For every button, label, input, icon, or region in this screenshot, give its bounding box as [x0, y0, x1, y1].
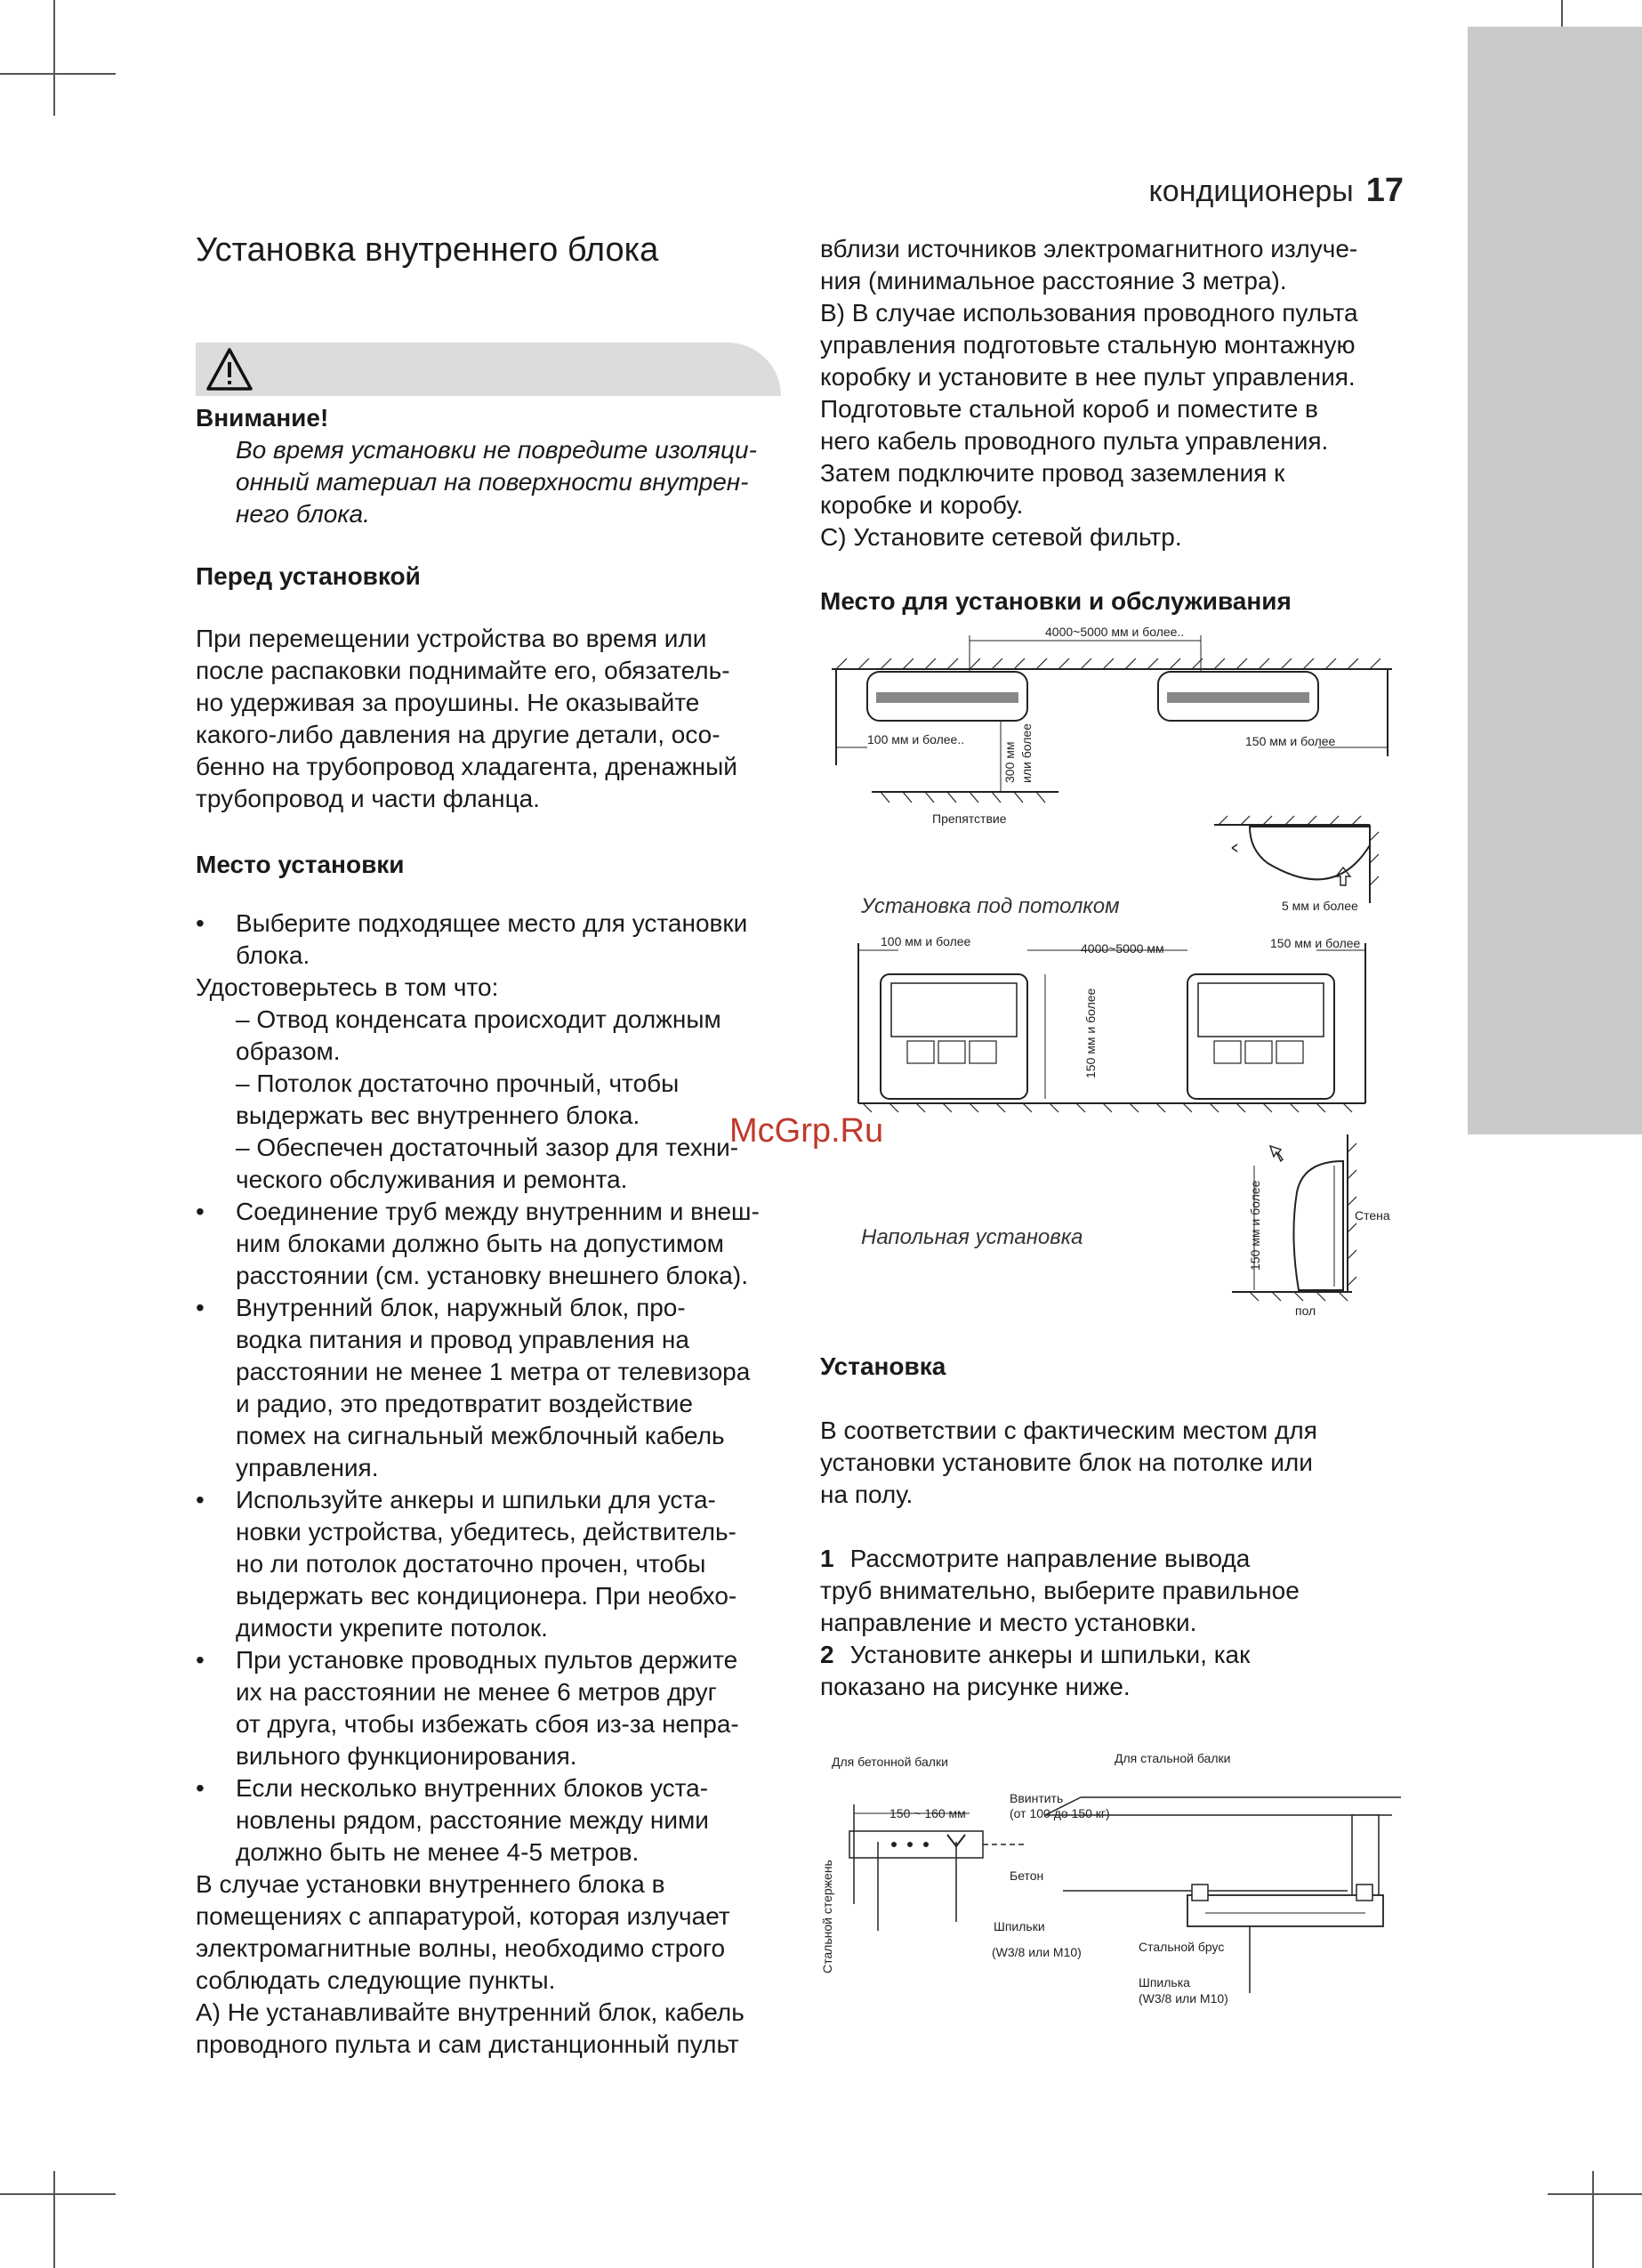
floor-label: пол	[1295, 1303, 1316, 1318]
text-line: B) В случае использования проводного пульта	[820, 299, 1358, 327]
steel-rod-label: Стальной стержень	[820, 1860, 834, 1973]
text-line: димости укрепите потолок.	[236, 1614, 548, 1642]
dim-label: 4000~5000 мм и более..	[1045, 625, 1185, 639]
location-heading: Место установки	[196, 851, 405, 878]
text-line: выдержать вес кондиционера. При необхо-	[236, 1582, 737, 1610]
text-line: показано на рисунке ниже.	[820, 1673, 1131, 1700]
text-line: него кабель проводного пульта управления.	[820, 427, 1329, 455]
step-line	[820, 1543, 1443, 1575]
front-clearance-diagram	[854, 934, 1370, 1112]
text-line: направление и место установки.	[820, 1609, 1197, 1636]
text-line: – Отвод конденсата происходит должным	[236, 1005, 721, 1033]
page-title: Установка внутреннего блока	[196, 231, 659, 269]
step-line	[820, 1639, 1443, 1671]
text-line: ним блоками должно быть на допустимом	[236, 1230, 724, 1257]
text-line: • Внутренний блок, наружный блок, про-	[236, 1294, 686, 1321]
warning-icon	[205, 346, 254, 392]
watermark: McGrp.Ru	[729, 1112, 884, 1150]
text-line: расстоянии не менее 1 метра от телевизора	[236, 1358, 751, 1385]
step-number: 2	[820, 1641, 834, 1668]
text-line: выдержать вес внутреннего блока.	[236, 1102, 640, 1129]
step-number: 1	[820, 1545, 834, 1572]
location-list	[196, 908, 783, 2061]
side-tab	[1468, 27, 1642, 1134]
text-line: управления подготовьте стальную монтажную	[820, 331, 1356, 359]
concrete-label: Бетон	[1010, 1868, 1044, 1883]
list-item	[196, 1772, 783, 1868]
ensure-items	[196, 1004, 783, 1196]
right-column-top	[820, 233, 1425, 617]
text-line: – Обеспечен достаточный зазор для техни-	[236, 1134, 739, 1161]
concrete-beam-title: Для бетонной балки	[832, 1755, 948, 1769]
dim-label: 150 мм и более	[1083, 988, 1098, 1078]
install-heading: Установка	[820, 1352, 946, 1380]
dim-label: 150 ~ 160 мм	[889, 1806, 966, 1820]
text-line: вблизи источников электромагнитного излуче-	[820, 235, 1358, 262]
crop-mark	[0, 73, 116, 75]
left-column	[196, 402, 783, 2061]
text-line: трубопровод и части фланца.	[196, 785, 540, 812]
text-line: При перемещении устройства во время или	[196, 625, 707, 652]
page-number: 17	[1365, 172, 1404, 209]
text-line: C) Установите сетевой фильтр.	[820, 523, 1182, 551]
text-line: Рассмотрите направление вывода	[849, 1545, 1251, 1572]
install-section	[820, 1351, 1443, 1703]
text-line: ния (минимальное расстояние 3 метра).	[820, 267, 1287, 295]
warning-line: него блока.	[236, 500, 370, 528]
text-line: помещениях с аппаратурой, которая излучает	[196, 1902, 730, 1930]
screw-range-label: (от 100 до 150 кг)	[1010, 1806, 1110, 1820]
dim-label: или более	[1019, 723, 1034, 783]
warning-bar	[196, 343, 781, 396]
text-line: • Если несколько внутренних блоков уста-	[236, 1774, 709, 1802]
text-line: их на расстоянии не менее 6 метров друг	[236, 1678, 717, 1706]
floor-caption: Напольная установка	[861, 1225, 1083, 1249]
crop-mark	[1548, 2193, 1642, 2195]
text-line: проводного пульта и сам дистанционный пульт	[196, 2030, 739, 2058]
screw-label: Ввинтить	[1010, 1791, 1064, 1805]
text-line: управления.	[236, 1454, 379, 1481]
text-line: коробке и коробу.	[820, 491, 1024, 519]
studs-spec-label: (W3/8 или M10)	[992, 1945, 1082, 1959]
warning-line: Во время установки не повредите изоляци-	[236, 436, 757, 464]
crop-mark	[0, 2193, 116, 2195]
warning-heading: Внимание!	[196, 404, 329, 432]
text-line: – Потолок достаточно прочный, чтобы	[236, 1069, 680, 1097]
stud-spec-label: (W3/8 или M10)	[1139, 1991, 1228, 2006]
text-line: коробку и установите в нее пульт управления.	[820, 363, 1356, 391]
text-line: вильного функционирования.	[236, 1742, 577, 1770]
text-line: • Используйте анкеры и шпильки для уста-	[236, 1486, 716, 1513]
page-header	[1149, 172, 1404, 210]
section-title: кондиционеры	[1148, 174, 1354, 208]
side-clearance-diagram	[1201, 814, 1405, 912]
ceiling-clearance-diagram	[827, 623, 1397, 827]
warning-line: онный материал на поверхности внутрен-	[236, 468, 749, 496]
text-line: Затем подключите провод заземления к	[820, 459, 1285, 487]
crop-mark	[53, 2171, 55, 2268]
dim-label: 5 мм и более	[1282, 899, 1358, 913]
dim-label: 150 мм и более	[1245, 734, 1336, 748]
text-line: но ли потолок достаточно прочен, чтобы	[236, 1550, 706, 1578]
dim-label: 100 мм и более..	[867, 732, 965, 747]
text-line: на полу.	[820, 1481, 914, 1508]
ceiling-caption: Установка под потолком	[861, 894, 1120, 918]
list-item	[196, 908, 783, 972]
text-line: помех на сигнальный межблочный кабель	[236, 1422, 725, 1449]
dim-label: 100 мм и более	[881, 934, 971, 948]
stud-label: Шпилька	[1139, 1975, 1190, 1990]
text-line: какого-либо давления на другие детали, осо-	[196, 721, 720, 748]
text-line: новлены рядом, расстояние между ними	[236, 1806, 709, 1834]
text-line: • Соединение труб между внутренним и внеш-	[236, 1198, 760, 1225]
install-intro	[820, 1415, 1443, 1511]
text-line: после распаковки поднимайте его, обязатель-	[196, 657, 730, 684]
dim-label: 300 мм	[1002, 741, 1017, 783]
obstacle-label: Препятствие	[932, 811, 1007, 826]
before-install-text	[196, 623, 783, 815]
dim-label: 150 мм и более	[1270, 936, 1361, 950]
text-line: новки устройства, убедитесь, действитель-	[236, 1518, 736, 1546]
text-line: расстоянии (см. установку внешнего блока).	[236, 1262, 748, 1289]
text-line: должно быть не менее 4-5 метров.	[236, 1838, 640, 1866]
text-line: • Выберите подходящее место для установки	[236, 909, 748, 937]
text-line: труб внимательно, выберите правильное	[820, 1577, 1300, 1604]
wall-label: Стена	[1355, 1208, 1390, 1223]
text-line: Установите анкеры и шпильки, как	[849, 1641, 1251, 1668]
text-line: установки установите блок на потолке или	[820, 1449, 1313, 1476]
install-steps	[820, 1543, 1443, 1703]
dim-label: 150 мм и более	[1248, 1180, 1262, 1271]
before-install-heading: Перед установкой	[196, 562, 421, 590]
text-line: от друга, чтобы избежать сбоя из-за непра-	[236, 1710, 739, 1738]
text-line: и радио, это предотвратит воздействие	[236, 1390, 693, 1417]
steel-beam-label: Стальной брус	[1139, 1940, 1225, 1954]
service-space-heading: Место для установки и обслуживания	[820, 587, 1292, 615]
ensure-label: Удостоверьтесь в том что:	[196, 973, 499, 1001]
text-line: соблюдать следующие пункты.	[196, 1966, 556, 1994]
text-line: • При установке проводных пультов держите	[236, 1646, 738, 1674]
list-item	[196, 1484, 783, 1644]
text-line: ческого обслуживания и ремонта.	[236, 1166, 628, 1193]
list-item	[196, 1292, 783, 1484]
text-line: Подготовьте стальной короб и поместите в	[820, 395, 1318, 423]
list-item	[196, 1196, 783, 1292]
studs-label: Шпильки	[994, 1919, 1045, 1933]
text-line: В случае установки внутреннего блока в	[196, 1870, 665, 1898]
text-line: бенно на трубопровод хладагента, дренажный	[196, 753, 737, 780]
list-item	[196, 1644, 783, 1772]
text-line: блока.	[236, 941, 310, 969]
steel-beam-title: Для стальной балки	[1115, 1751, 1231, 1765]
dim-label: 4000~5000 мм	[1081, 941, 1164, 956]
text-line: водка питания и провод управления на	[236, 1326, 689, 1353]
text-line: образом.	[236, 1037, 341, 1065]
crop-mark	[53, 0, 55, 116]
text-line: В соответствии с фактическим местом для	[820, 1416, 1317, 1444]
crop-mark	[1592, 2171, 1594, 2268]
text-line: A) Не устанавливайте внутренний блок, кабель	[196, 1998, 745, 2026]
text-line: но удерживая за проушины. Не оказывайте	[196, 689, 700, 716]
text-line: электромагнитные волны, необходимо строго	[196, 1934, 726, 1962]
